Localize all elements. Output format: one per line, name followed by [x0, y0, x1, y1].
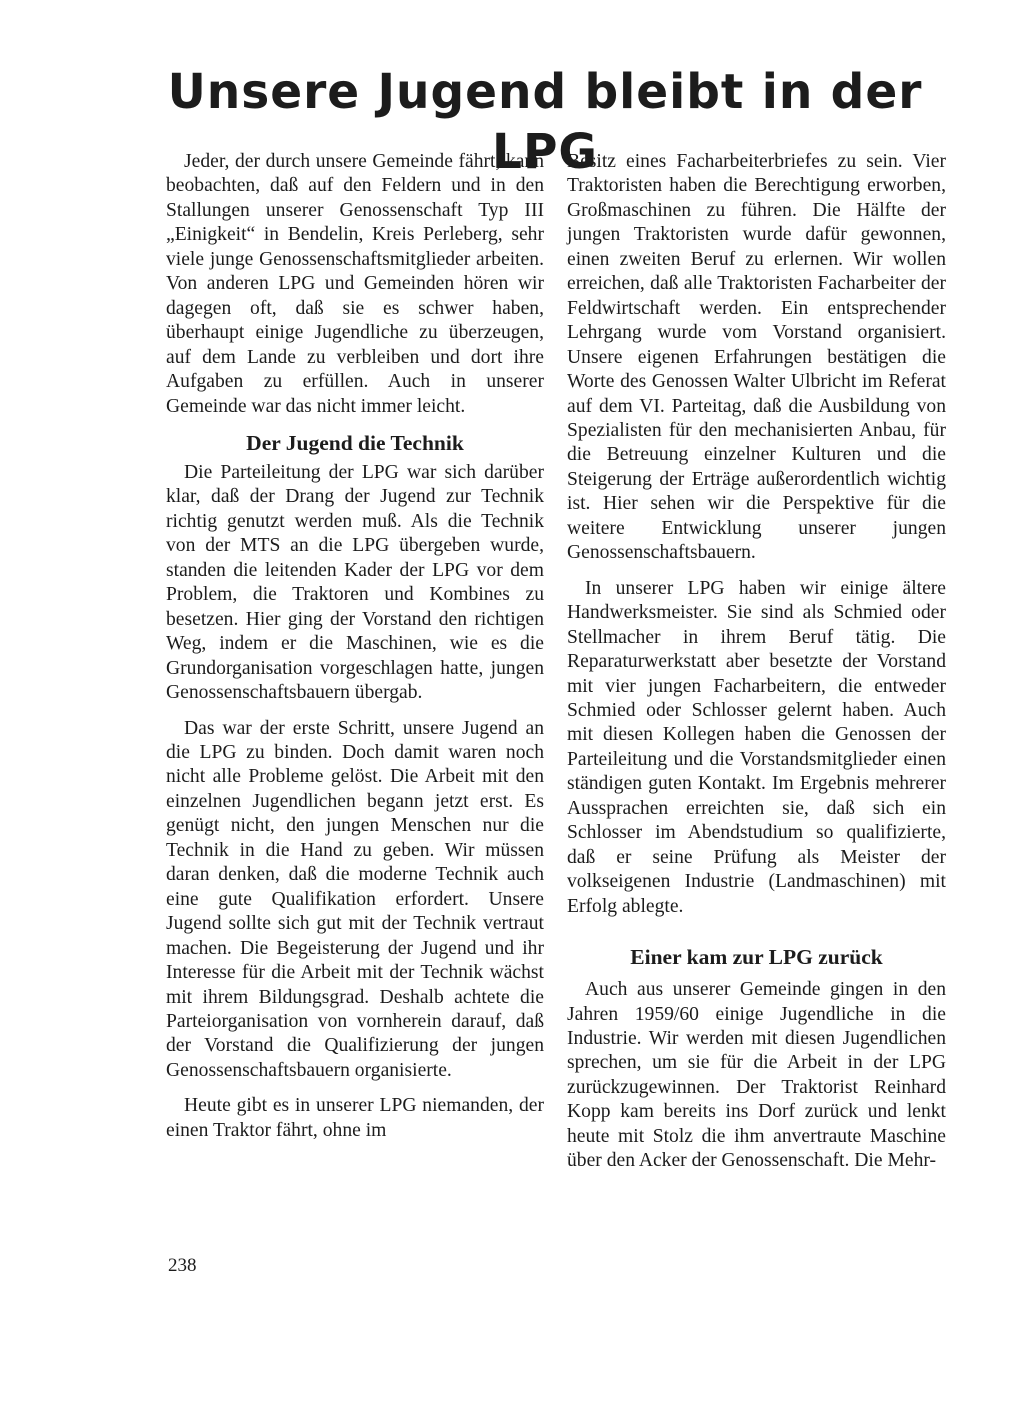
intro-paragraph: Jeder, der durch unsere Gemeinde fährt, kann beobachten, daß auf den Feldern und in den Stallungen unserer Genossenschaft Typ III „Einigkeit“ in Bendelin, Kreis Perleberg, sehr viele junge Genossenschaftsmitglieder arbeiten. Von anderen LPG und Gemeinden hören wir dagegen oft, daß sie es schwer haben, überhaupt einige Jugendliche zu überzeugen, auf dem Lande zu verbleiben und dort ihre Aufgaben zu erfüllen. Auch in unserer Gemeinde war das nicht immer leicht.	[166, 151, 544, 417]
section-heading-technik: Der Jugend die Technik	[246, 430, 464, 455]
paragraph: Auch aus unserer Gemeinde gingen in den Jahren 1959/60 einige Jugendliche in die Industrie. Wir werden mit diesen Jugendlichen sprechen, um sie für die Arbeit in der LPG zurückzugewinnen. Der Traktorist Reinhard Kopp kam bereits ins Dorf zurück und lenkt heute mit Stolz die ihm anvertraute Maschine über den Acker der Genossenschaft. Die Mehr-	[567, 979, 946, 1172]
paragraph: In unserer LPG haben wir einige ältere Handwerksmeister. Sie sind als Schmied oder Stellmacher in ihrem Beruf tätig. Die Reparaturwerkstatt aber besetzte der Vorstand mit vier jungen Facharbeitern, die entweder Schmied oder Schlosser gelernt haben. Auch mit diesen Kollegen haben die Genossen der Parteileitung und die Vorstandsmitglieder einen ständigen guten Kontakt. Im Ergebnis mehrerer Aussprachen erreichten sie, daß sich ein Schlosser im Abendstudium so qualifizierte, daß er seine Prüfung als Meister der volkseigenen Industrie (Landmaschinen) mit Erfolg ablegte.	[567, 577, 946, 917]
paragraph-continued: Besitz eines Facharbeiterbriefes zu sein. Vier Traktoristen haben die Berechtigung erworben, Großmaschinen zu führen. Die Hälfte der jungen Traktoristen wurde dafür gewonnen, einen zweiten Beruf zu erlernen. Wir wollen erreichen, daß alle Traktoristen Facharbeiter der Feldwirtschaft werden. Ein entsprechender Lehrgang wurde vom Vorstand organisiert. Unsere eigenen Erfahrungen bestätigen die Worte des Genossen Walter Ulbricht im Referat auf dem VI. Parteitag, daß die Ausbildung von Spezialisten für den mechanisierten Anbau, für die Betreuung einzelner Kulturen und die Steigerung der Erträge außerordentlich wichtig ist. Hier sehen wir die Perspektive für die weitere Entwicklung unserer jungen Genossenschaftsbauern.	[567, 151, 946, 564]
left-column	[166, 150, 544, 1143]
page-title: Unsere Jugend bleibt in der LPG	[167, 64, 923, 180]
paragraph: Die Parteileitung der LPG war sich darüber klar, daß der Drang der Jugend zur Technik richtig genutzt werden muß. Als die Technik von der MTS an die LPG übergeben wurde, standen die leitenden Kader der LPG vor dem Problem, die Traktoren und Kombines zu besetzen. Hier ging der Vorstand den richtigen Weg, indem er die Maschinen, wie es die Grundorganisation vorgeschlagen hatte, jungen Genossenschaftsbauern übergab.	[166, 461, 544, 704]
page-number: 238	[168, 1255, 197, 1276]
section-heading-zurueck: Einer kam zur LPG zurück	[630, 945, 883, 970]
right-column	[567, 150, 946, 1174]
paragraph: Heute gibt es in unserer LPG niemanden, der einen Traktor fährt, ohne im	[166, 1095, 544, 1141]
paragraph: Das war der erste Schritt, unsere Jugend an die LPG zu binden. Doch damit waren noch nicht alle Probleme gelöst. Die Arbeit mit den einzelnen Jugendlichen begann jetzt erst. Es genügt nicht, den jungen Menschen nur die Technik in die Hand zu geben. Wir müssen daran denken, daß die moderne Technik auch eine gute Qualifikation erfordert. Unsere Jugend sollte sich gut mit der Technik vertraut machen. Die Begeisterung der Jugend und ihr Interesse für die Arbeit mit der Technik wächst mit ihrem Bildungsgrad. Deshalb achtete die Parteiorganisation von vornherein darauf, daß der Vorstand die Qualifizierung der jungen Genossenschaftsbauern organisierte.	[166, 717, 544, 1081]
